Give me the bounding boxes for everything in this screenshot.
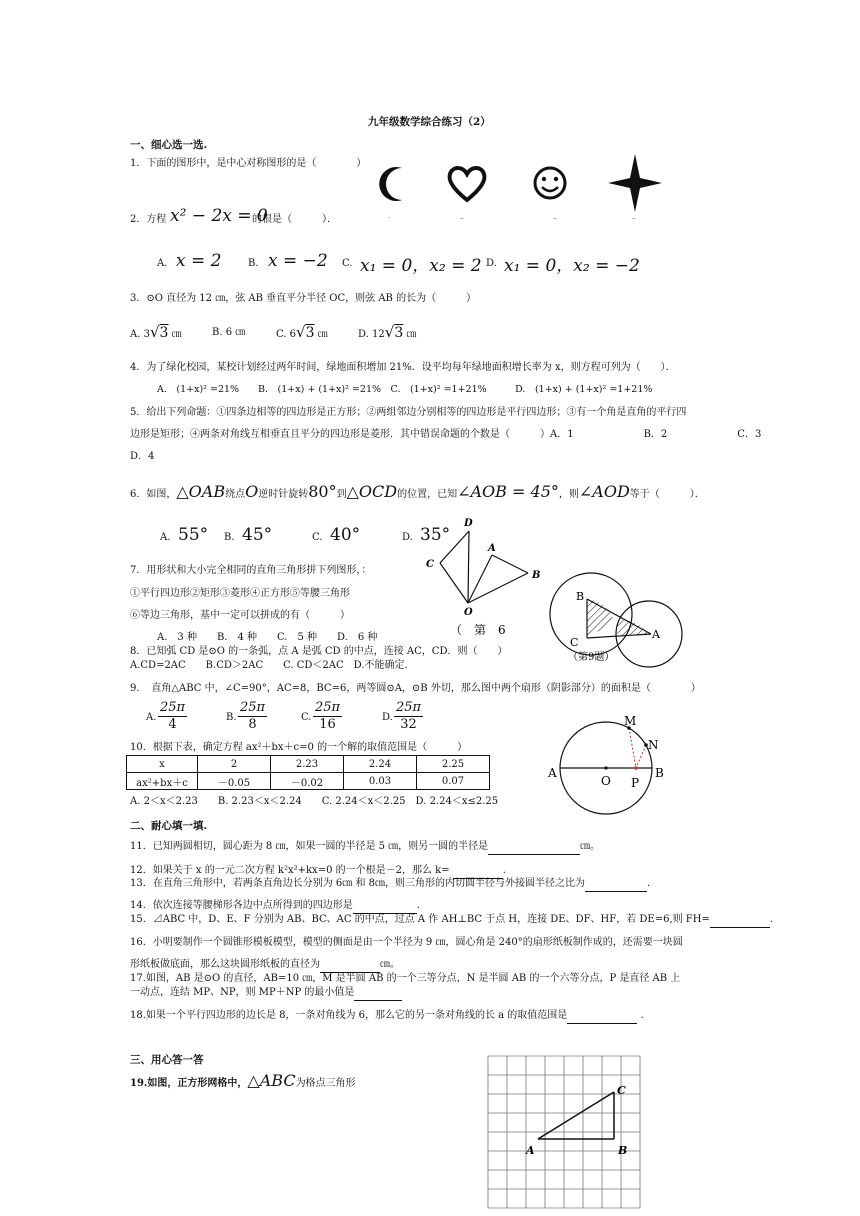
svg-text:.: . bbox=[388, 212, 391, 220]
q2-option-a-label: A. bbox=[157, 258, 168, 269]
question-17-line-2: 一动点，连结 MP、NP，则 MP＋NP 的最小值是 bbox=[130, 986, 402, 1001]
q9-option-b-label: B. bbox=[226, 712, 237, 723]
question-14: 14．依次连接等腰梯形各边中点所得到的四边形是 . bbox=[130, 899, 420, 914]
q9-option-d: $\frac{25\pi}{32}$ bbox=[396, 700, 422, 732]
question-8-line-2: A.CD=2AC B.CD＞2AC C. CD＜2AC D.不能确定. bbox=[130, 660, 408, 671]
q9-option-c: $\frac{25\pi}{16}$ bbox=[315, 700, 341, 732]
q6-option-a-label: A. bbox=[160, 532, 171, 543]
fig6-label-d: D bbox=[464, 518, 473, 529]
table-cell: ax²+bx＋c bbox=[127, 773, 198, 790]
table-cell: －0.02 bbox=[271, 773, 344, 790]
q9-option-d-label: D. bbox=[382, 712, 393, 723]
question-7-line-2: ①平行四边形②矩形③菱形④正方形⑤等腰三角形 bbox=[130, 588, 350, 599]
answer-blank[interactable] bbox=[320, 958, 380, 973]
fig19-label-b: B bbox=[618, 1144, 628, 1157]
question-1: 1．下面的图形中，是中心对称图形的是（ ） bbox=[130, 158, 367, 169]
fig9-caption: （第9题） bbox=[568, 652, 615, 663]
figure-17 bbox=[542, 706, 672, 818]
fig17-label-a: A bbox=[548, 766, 557, 780]
table-cell: 0.07 bbox=[417, 773, 490, 790]
fig19-label-a: A bbox=[526, 1144, 535, 1157]
q9-option-a-label: A. bbox=[146, 712, 157, 723]
table-row bbox=[127, 773, 490, 790]
section-3-heading: 三、用心答一答 bbox=[130, 1054, 204, 1066]
fig6-label-a: A bbox=[488, 543, 496, 554]
question-15: 15．⊿ABC 中，D、E、F 分别为 AB、BC、AC 的中点，过点 A 作 AH⊥BC 于点 H，连接 DE、DF、HF，若 DE=6,则 FH= . bbox=[130, 913, 773, 928]
question-8-line-1: 8．已知弧 CD 是⊙O 的一条弧，点 A 是弧 CD 的中点，连接 AC，CD．则（ ） bbox=[130, 646, 508, 657]
fig6-label-c: C bbox=[426, 559, 434, 570]
q6-option-c: 40° bbox=[330, 525, 361, 545]
q6-option-b: 45° bbox=[242, 525, 273, 545]
figure-19-grid bbox=[486, 1054, 642, 1210]
four-point-star-icon bbox=[608, 154, 662, 222]
q6-option-d-label: D. bbox=[402, 532, 413, 543]
svg-text:–: – bbox=[632, 214, 636, 222]
q9-option-a: $\frac{25\pi}{4}$ bbox=[160, 700, 186, 732]
q9-option-b: $\frac{25\pi}{8}$ bbox=[240, 700, 266, 732]
question-10: 10．根据下表，确定方程 ax²＋bx＋c=0 的一个解的取值范围是（ ） bbox=[130, 742, 468, 753]
answer-blank[interactable] bbox=[488, 840, 580, 855]
q2-option-c: x₁ = 0，x₂ = 2 bbox=[360, 256, 482, 276]
table-cell: 2 bbox=[198, 756, 271, 773]
answer-blank[interactable] bbox=[567, 1009, 637, 1024]
q3-option-a: A. 3√3 ㎝ bbox=[130, 323, 182, 341]
question-5-line-1: 5．给出下列命题：①四条边相等的四边形是正方形；②两组邻边分别相等的四边形是平行四边形；③有一个角是直角的平行四 bbox=[130, 407, 687, 418]
question-10-table bbox=[126, 755, 490, 790]
q6-option-c-label: C. bbox=[312, 532, 323, 543]
fig17-label-b: B bbox=[655, 766, 664, 780]
table-cell: x bbox=[127, 756, 198, 773]
question-10-options: A. 2＜x＜2.23 B. 2.23＜x＜2.24 C. 2.24＜x＜2.25 D. 2.24＜x≤2.25 bbox=[130, 796, 499, 807]
fig6-label-o: O bbox=[464, 607, 473, 618]
table-cell: 2.23 bbox=[271, 756, 344, 773]
question-2-suffix: 的根是（ ）． bbox=[252, 214, 337, 225]
q3-option-b: B. 6 ㎝ bbox=[212, 327, 246, 338]
q2-option-b: x = −2 bbox=[268, 251, 328, 271]
q9-option-c-label: C. bbox=[301, 712, 312, 723]
question-9: 9． 直角△ABC 中，∠C=90°，AC=8，BC=6，两等圆⊙A，⊙B 外切，那么图中两个扇形（阴影部分）的面积是（ ） bbox=[130, 683, 701, 694]
page-title: 九年级数学综合练习（2） bbox=[368, 116, 491, 128]
fig17-label-p: P bbox=[631, 776, 640, 790]
question-18: 18.如果一个平行四边形的边长是 8，一条对角线为 6，那么它的另一条对角线的长 a 的取值范围是 . bbox=[130, 1009, 644, 1024]
question-4-options: A. (1+x)² =21% B. (1+x) + (1+x)² =21% C. (1+x)² =1+21% D. (1+x) + (1+x)² =1+21% bbox=[157, 384, 653, 395]
heart-icon bbox=[450, 168, 485, 222]
question-5-line-2: 边形是矩形；④两条对角线互相垂直且平分的四边形是菱形．其中错误命题的个数是（ ）A．1 B．2 C．3 bbox=[130, 429, 762, 440]
fig19-label-c: C bbox=[617, 1084, 626, 1097]
question-16-line-1: 16．小明要制作一个圆锥形模板模型，模型的侧面是由一个半径为 9 ㎝，圆心角是 240°的扇形纸板制作成的，还需要一块圆 bbox=[130, 937, 683, 948]
answer-blank[interactable] bbox=[354, 986, 402, 1001]
fig17-label-m: M bbox=[624, 714, 637, 728]
fig17-label-n: N bbox=[648, 738, 659, 752]
table-cell: －0.05 bbox=[198, 773, 271, 790]
q2-option-d-label: D. bbox=[486, 258, 497, 269]
svg-text:–: – bbox=[553, 214, 557, 222]
svg-text:–: – bbox=[460, 214, 464, 222]
question-7-line-3: ⑥等边三角形，基中一定可以拼成的有（ ） bbox=[130, 610, 350, 621]
fig9-label-c: C bbox=[570, 636, 579, 649]
figure-9 bbox=[548, 568, 688, 668]
fig6-label-b: B bbox=[532, 570, 541, 581]
table-cell: 0.03 bbox=[344, 773, 417, 790]
question-16-line-2: 形纸板做底面，那么这块圆形纸板的直径为 ㎝。 bbox=[130, 958, 400, 973]
question-4: 4．为了绿化校园，某校计划经过两年时间，绿地面积增加 21%．设平均每年绿地面积增长率为 x，则方程可列为（ ）． bbox=[130, 362, 676, 373]
q3-option-d: D. 12√3 ㎝ bbox=[358, 323, 417, 341]
q3-option-c: C. 6√3 ㎝ bbox=[276, 323, 328, 341]
answer-blank[interactable] bbox=[353, 899, 417, 914]
q6-option-a: 55° bbox=[178, 525, 209, 545]
q2-option-c-label: C. bbox=[342, 258, 353, 269]
fig9-label-a: A bbox=[652, 628, 660, 641]
answer-blank[interactable] bbox=[585, 877, 647, 892]
section-2-heading: 二、耐心填一填. bbox=[130, 820, 208, 832]
table-row bbox=[127, 756, 490, 773]
answer-blank[interactable] bbox=[710, 913, 770, 928]
question-12: 12．如果关于 x 的一元二次方程 k²x²+kx=0 的一个根是－2，那么 k= . bbox=[130, 864, 506, 879]
question-3: 3．⊙O 直径为 12 ㎝，弦 AB 垂直平分半径 OC，则弦 AB 的长为（ ） bbox=[130, 293, 477, 304]
q6-option-b-label: B. bbox=[224, 532, 235, 543]
fig9-label-b: B bbox=[576, 590, 585, 603]
question-5-line-3: D．4 bbox=[130, 451, 155, 462]
fig6-caption: （ 第 6 bbox=[450, 623, 506, 637]
q2-option-d: x₁ = 0，x₂ = −2 bbox=[504, 256, 640, 276]
question-7-line-1: 7．用形状和大小完全相同的直角三角形拼下列图形，： bbox=[130, 565, 372, 576]
fig17-label-o: O bbox=[601, 774, 611, 788]
question-13: 13．在直角三角形中，若两条直角边长分别为 6㎝ 和 8㎝，则三角形的内切圆半径与外接圆半径之比为 . bbox=[130, 877, 650, 892]
q2-option-b-label: B. bbox=[248, 258, 259, 269]
question-2-prefix: 2．方程 bbox=[130, 214, 167, 225]
question-17-line-1: 17.如图，AB 是⊙O 的直径，AB=10 ㎝，M 是半圆 AB 的一个三等分点，N 是半圆 AB 的一个六等分点，P 是直径 AB 上 bbox=[130, 973, 681, 984]
table-cell: 2.25 bbox=[417, 756, 490, 773]
question-7-options: A. 3 种 B. 4 种 C. 5 种 D. 6 种 bbox=[157, 632, 378, 643]
question-11: 11．已知两圆相切，圆心距为 8 ㎝，如果一圆的半径是 5 ㎝，则另一圆的半径是 ㎝。 bbox=[130, 840, 600, 855]
q2-option-a: x = 2 bbox=[176, 251, 222, 271]
question-1-shapes bbox=[360, 150, 680, 225]
question-2-equation: x² − 2x = 0 bbox=[170, 206, 268, 226]
q6-option-d: 35° bbox=[420, 525, 451, 545]
smiley-face-icon bbox=[535, 168, 565, 222]
question-6: 6．如图，△OAB绕点O逆时针旋转80°到△OCD的位置，已知∠AOB = 45°，则∠AOD等于（ ）． bbox=[130, 482, 705, 501]
section-1-heading: 一、细心选一选. bbox=[130, 139, 208, 151]
table-cell: 2.24 bbox=[344, 756, 417, 773]
question-19: 19.如图，正方形网格中，△ABC为格点三角形 bbox=[130, 1071, 356, 1090]
figure-6 bbox=[420, 515, 550, 640]
crescent-moon-icon bbox=[379, 167, 402, 220]
